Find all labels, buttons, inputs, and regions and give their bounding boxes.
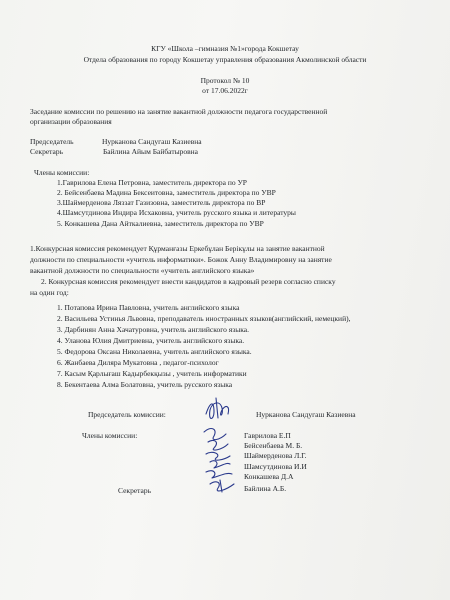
decision-p2-line-2: на один год:	[30, 288, 69, 297]
sign-member-name: Конкашева Д.А	[244, 472, 294, 481]
chair-name: Нурканова Сандугаш Казиевна	[102, 137, 202, 146]
secretary-label: Секретарь	[30, 147, 64, 156]
member-item: 5. Конкашева Дана Айткалиевна, заместитель директора по УВР	[57, 219, 264, 228]
candidate-item: 1. Потапова Ирина Павловна, учитель английского языка	[57, 303, 240, 312]
decision-p1-line-2: должности по специальности «учитель информатики». Божок Анну Владимировну на занятие	[30, 255, 332, 264]
sign-member-name: Бейсенбаева М. Б.	[244, 441, 303, 450]
sign-member-name: Гаврилова Е.П	[244, 431, 291, 440]
school-name: КГУ «Школа –гимназия №1»города Кокшетау	[151, 44, 299, 53]
members-heading: Члены комиссии:	[34, 168, 90, 177]
sign-secretary-name: Байлина А.Б.	[244, 484, 287, 493]
candidate-item: 3. Дарбинян Анна Хачатуровна, учитель английского языка.	[57, 325, 249, 334]
protocol-date: от 17.06.2022г	[202, 86, 248, 95]
sign-chair-label: Председатель комиссии:	[88, 410, 166, 419]
decision-p1-line-1: 1.Конкурсная комиссия рекомендует Құрманғазы Еркебұлан Берікұлы на занятие вакантной	[30, 244, 325, 253]
subject-line-1: Заседание комиссии по решению на занятие вакантной должности педагога государственной	[30, 107, 328, 116]
candidate-item: 6. Жанбаева Диляра Мукатовна , педагог-психолог	[57, 358, 219, 367]
chair-label: Председатель	[30, 137, 74, 146]
handwritten-signatures	[200, 396, 248, 496]
sign-member-name: Шамсутдинова И.И	[244, 462, 307, 471]
member-item: 1.Гаврилова Елена Петровна, заместитель директора по УР	[57, 178, 247, 187]
member-item: 2. Бейсенбаева Мадина Бексеитовна, заместитель директора по УВР	[57, 188, 276, 197]
department-name: Отдела образования по городу Кокшетау управления образования Акмолинской области	[83, 55, 367, 64]
protocol-number: Протокол № 10	[200, 76, 250, 85]
secretary-name: Байлина Айым Байбатыровна	[103, 147, 199, 156]
decision-p1-line-3: вакантной должности по специальности «учитель английского языка»	[30, 266, 255, 275]
member-item: 3.Шаймерденова Ляззат Газизовна, заместитель директора по ВР	[57, 198, 266, 207]
candidate-item: 8. Бекентаева Алма Болатовна, учитель русского языка	[57, 380, 233, 389]
sign-secretary-label: Секретарь	[118, 486, 152, 495]
member-item: 4.Шамсутдинова Индира Исхаковна, учитель русского языка и литературы	[57, 208, 296, 217]
decision-p2-line-1: 2. Конкурсная комиссия рекомендует внести кандидатов в кадровый резерв согласно списку	[41, 277, 336, 286]
sign-members-label: Члены комиссии:	[82, 431, 138, 440]
subject-line-2: организации образования	[30, 117, 112, 126]
candidate-item: 2. Васильева Устинья Львовна, преподаватель иностранных языков(английский, немецкий),	[57, 314, 351, 323]
candidate-item: 4. Уланова Юлия Дмитриевна, учитель английского языка.	[57, 336, 245, 345]
sign-member-name: Шаймерденова Л.Г.	[244, 451, 307, 460]
sign-chair-name: Нурканова Сандугаш Казиевна	[256, 410, 356, 419]
candidate-item: 7. Касым Қарлығаш Кадырбекқызы , учитель информатики	[57, 369, 247, 378]
candidate-item: 5. Федорова Оксана Николаевна, учитель английского языка.	[57, 347, 252, 356]
